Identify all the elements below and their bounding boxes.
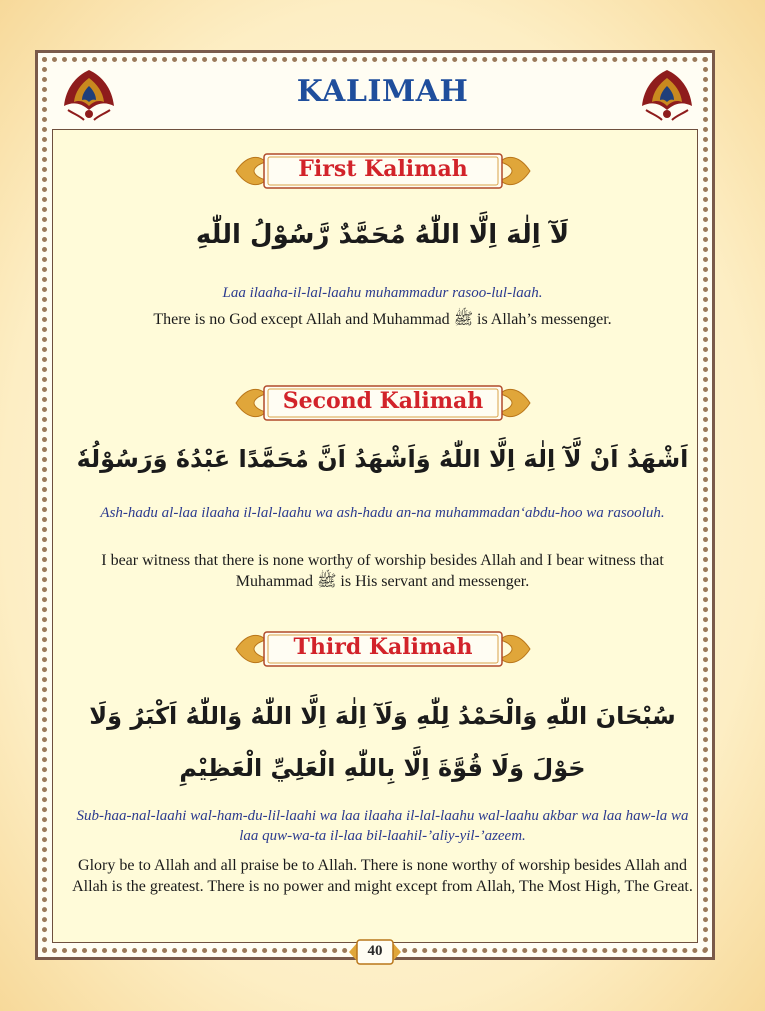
transliteration-text: Laa ilaaha-il-lal-laahu muhammadur rasoo-lul-laah. — [222, 285, 543, 301]
page-title: KALIMAH — [296, 74, 469, 109]
section-title: Second Kalimah — [282, 388, 484, 414]
page-number-badge — [347, 937, 403, 967]
arabic-text: لَآ اِلٰهَ اِلَّا اللّٰهُ مُحَمَّدٌ رَّسُوْلُ اللّٰهِ — [195, 220, 570, 250]
translation-text: There is no God except Allah and Muhammad ﷺ is Allah’s messenger. — [153, 311, 612, 328]
section-heading-first — [232, 148, 534, 194]
section-title: Third Kalimah — [293, 634, 473, 660]
section-heading-second — [232, 380, 534, 426]
transliteration-text: Sub-haa-nal-laahi wal-ham-du-lil-laahi wa laa ilaaha il-lal-laahu wal-laahu akbar wa laa haw-la wa laa quw-wa-ta il-laa bil-laahil-’aliy-yil-’azeem. — [76, 808, 689, 844]
transliteration-text: Ash-hadu al-laa ilaaha il-lal-laahu wa ash-hadu an-na muhammadan‘abdu-hoo wa rasooluh. — [100, 505, 665, 521]
section-heading-third — [232, 626, 534, 672]
arabic-text: اَشْهَدُ اَنْ لَّآ اِلٰهَ اِلَّا اللّٰهُ وَاَشْهَدُ اَنَّ مُحَمَّدًا عَبْدُهٗ وَرَسُوْلُهٗ — [76, 445, 689, 473]
translation-text: Glory be to Allah and all praise be to Allah. There is none worthy of worship besides Allah and Allah is the greatest. There is no power and might except from Allah, The Most High, The Great. — [72, 857, 693, 895]
translation-text: I bear witness that there is none worthy of worship besides Allah and I bear witness that Muhammad ﷺ is His servant and messenger. — [101, 552, 664, 590]
page-number: 40 — [367, 943, 383, 959]
arabic-text: سُبْحَانَ اللّٰهِ وَالْحَمْدُ لِلّٰهِ وَلَآ اِلٰهَ اِلَّا اللّٰهُ وَاللّٰهُ اَكْبَرُ وَلَا حَوْلَ وَلَا قُوَّةَ اِلَّا بِاللّٰهِ الْعَلِيِّ الْعَظِيْمِ — [89, 702, 676, 782]
section-title: First Kalimah — [298, 156, 468, 182]
